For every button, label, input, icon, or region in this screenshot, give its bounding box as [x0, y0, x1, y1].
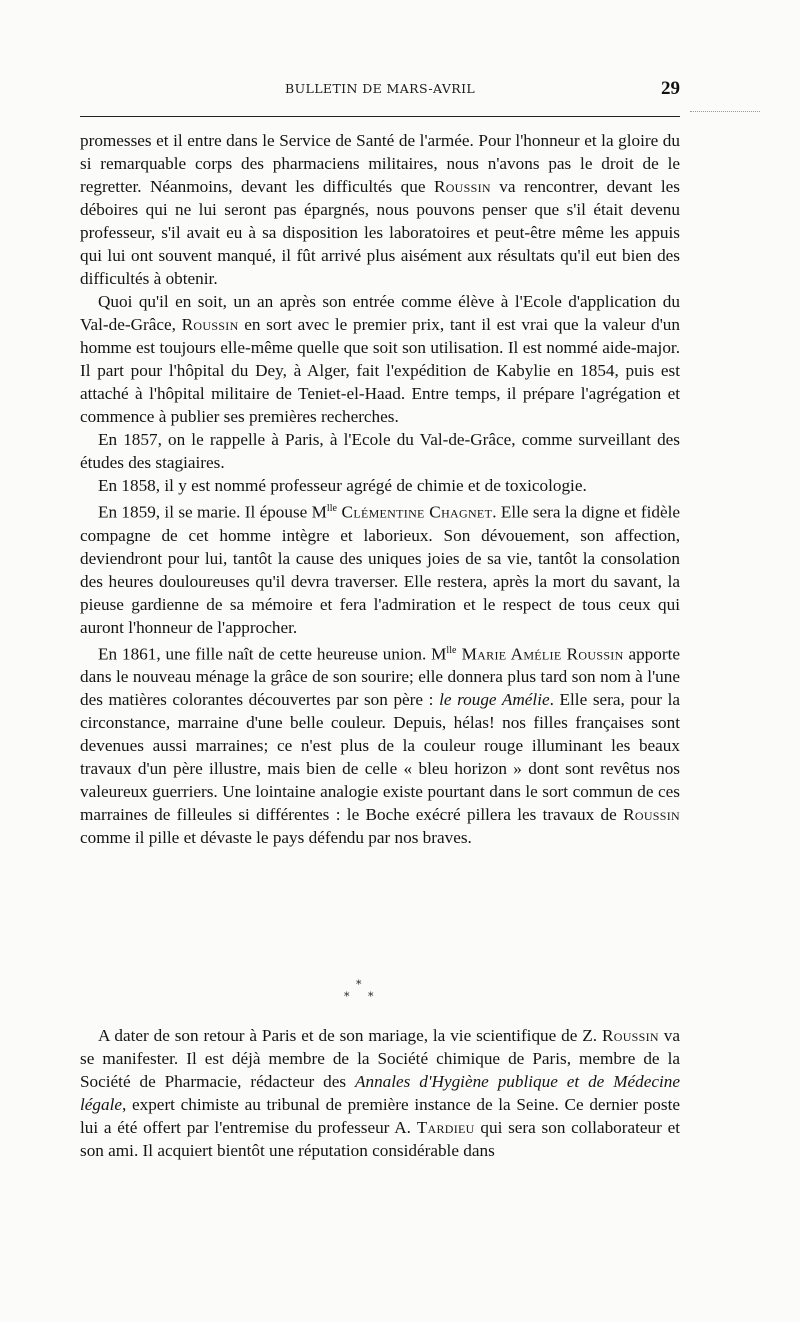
paragraph-6: En 1861, une fille naît de cette heureuse union. $M^{lle}$ Marie Amélie Roussin apporte dans le nouveau ménage la grâce de son sourire; elle donnera plus tard son nom à l'une des matières colorantes découvertes par son père : le rouge Amélie. Elle sera, pour la circonstance, marraine d'une belle couleur. Depuis, hélas! nos filles françaises sont devenues aussi marraines; ce n'est plus de la couleur rouge illuminant les beaux travaux d'un père illustre, mais bien de celle « bleu horizon » dont sont revêtus nos valeureux guerriers. Une lointaine analogie existe pourtant dans le sort commun de ces marraines de filleules si différentes : le Boche exécré pillera les travaux de Roussin comme il pille et dévaste le pays défendu par nos braves.	[80, 644, 680, 848]
asterism-star: *	[356, 978, 362, 991]
journal-title: Annales d'Hygiène publique et de Médecine légale	[80, 1072, 680, 1114]
section-separator	[330, 978, 390, 1008]
author-name: Roussin	[623, 805, 680, 825]
body-text-continued	[80, 1024, 680, 1162]
person-name: Marie Amélie Roussin	[456, 644, 624, 664]
person-name: Clémentine Chagnet	[336, 502, 493, 522]
asterism-star: *	[368, 990, 374, 1003]
author-name: Roussin	[601, 1026, 659, 1045]
running-head: BULLETIN DE MARS-AVRIL	[285, 81, 476, 96]
page-number: 29	[661, 78, 680, 99]
page-header	[80, 78, 680, 102]
author-name: Roussin	[433, 177, 491, 196]
paragraph-3: En 1857, on le rappelle à Paris, à l'Ecole du Val-de-Grâce, comme surveillant des études des stagiaires.	[80, 430, 680, 472]
header-rule	[80, 116, 680, 117]
paragraph-7: A dater de son retour à Paris et de son mariage, la vie scientifique de Z. Roussin va se manifester. Il est déjà membre de la Société chimique de Paris, membre de la Société de Pharmacie, rédacteur des Annales d'Hygiène publique et de Médecine légale, expert chimiste au tribunal de première instance de la Seine. Ce dernier poste lui a été offert par l'entremise du professeur A. Tardieu qui sera son collaborateur et son ami. Il acquiert bientôt une réputation considérable dans	[80, 1026, 681, 1160]
asterism-star: *	[344, 990, 350, 1003]
dye-name: le rouge Amélie	[439, 690, 550, 710]
paragraph-2: Quoi qu'il en soit, un an après son entrée comme élève à l'Ecole d'application du Val-de-Grâce, Roussin en sort avec le premier prix, tant il est vrai que la valeur d'un homme est toujours elle-même quelle que soit son utilisation. Il est nommé aide-major. Il part pour l'hôpital du Dey, à Alger, fait l'expédition de Kabylie en 1854, puis est attaché à l'hôpital militaire de Teniet-el-Haad. Entre temps, il prépare l'agrégation et commence à publier ses premières recherches.	[80, 292, 680, 426]
paragraph-1: promesses et il entre dans le Service de Santé de l'armée. Pour l'honneur et la gloire du si remarquable corps des pharmaciens militaires, nous n'avons pas le droit de le regretter. Néanmoins, devant les difficultés que Roussin va rencontrer, devant les déboires qui ne lui seront pas épargnés, nous pouvons penser que s'il était devenu professeur, s'il avait eu à sa disposition les laboratoires et peut-être même les appuis qui lui ont souvent manqué, il fût arrivé plus aisément aux résultats qu'il eut bien des difficultés à obtenir.	[80, 131, 680, 288]
author-name: Roussin	[181, 315, 239, 334]
paragraph-5: En 1859, il se marie. Il épouse $M^{lle}$ Clémentine Chagnet. Elle sera la digne et fidèle compagne de cet homme intègre et laborieux. Son dévouement, son affection, deviendront pour lui, tantôt la cause des uniques joies de sa vie, tantôt la consolation des heures douloureuses qu'il devra traverser. Elle restera, après la mort du savant, la pieuse gardienne de sa mémoire et fera l'admiration et le respect de tous ceux qui auront l'honneur de l'approcher.	[80, 502, 680, 637]
paragraph-4: En 1858, il y est nommé professeur agrégé de chimie et de toxicologie.	[98, 476, 587, 495]
person-name: Tardieu	[416, 1118, 475, 1137]
header-rule-tail	[690, 111, 760, 112]
body-text	[80, 129, 680, 849]
